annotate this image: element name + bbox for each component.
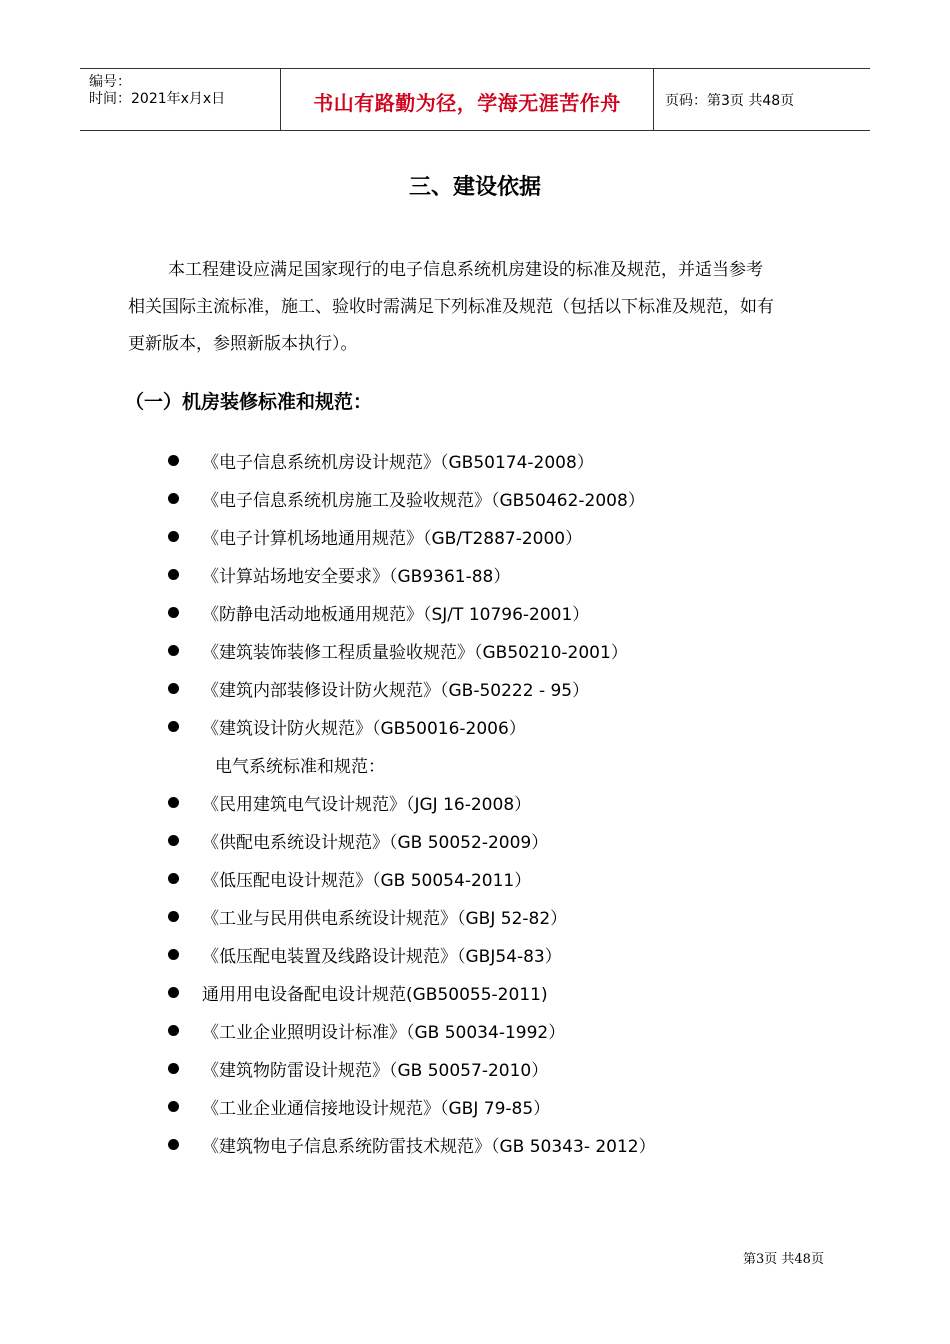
page-footer: 第3页 共48页 <box>743 1252 824 1267</box>
list-item <box>0 441 950 479</box>
header-page-info: 页码：第3页 共48页 <box>665 93 795 109</box>
list-item <box>0 1087 950 1125</box>
list-item-text: 《建筑物电子信息系统防雷技术规范》（GB 50343- 2012） <box>202 1137 656 1157</box>
intro-paragraph <box>128 252 840 363</box>
list-item-text: 《低压配电装置及线路设计规范》（GBJ54-83） <box>202 947 562 967</box>
list-item <box>0 973 950 1011</box>
list-item <box>0 859 950 897</box>
bullet-icon <box>168 645 179 656</box>
list-item-text: 《供配电系统设计规范》（GB 50052-2009） <box>202 833 549 853</box>
intro-line-3: 更新版本，参照新版本执行）。 <box>128 334 358 354</box>
bullet-icon <box>168 1063 179 1074</box>
list-item-text: 《建筑物防雷设计规范》（GB 50057-2010） <box>202 1061 549 1081</box>
list-item-text: 《工业企业照明设计标准》（GB 50034-1992） <box>202 1023 566 1043</box>
list-item <box>0 1049 950 1087</box>
list-item-text: 《建筑内部装修设计防火规范》（GB-50222 - 95） <box>202 681 590 701</box>
list-item-text: 《电子信息系统机房施工及验收规范》（GB50462-2008） <box>202 491 645 511</box>
list-item <box>0 479 950 517</box>
header-motto: 书山有路勤为径，学海无涯苦作舟 <box>313 91 621 115</box>
bullet-icon <box>168 1101 179 1112</box>
list-item-text: 《建筑设计防火规范》（GB50016-2006） <box>202 719 526 739</box>
bullet-icon <box>168 683 179 694</box>
bullet-icon <box>168 835 179 846</box>
list-item-text: 《工业与民用供电系统设计规范》（GBJ 52-82） <box>202 909 568 929</box>
bullet-icon <box>168 493 179 504</box>
section-heading: （一）机房装修标准和规范： <box>125 391 373 413</box>
header-left-cell <box>80 69 281 130</box>
list-item-text: 通用用电设备配电设计规范(GB50055-2011) <box>202 985 548 1005</box>
bullet-icon <box>168 721 179 732</box>
bullet-icon <box>168 911 179 922</box>
chapter-title: 三、建设依据 <box>408 175 541 200</box>
header-right-cell <box>654 69 870 130</box>
list-item-text: 《计算站场地安全要求》（GB9361-88） <box>202 567 511 587</box>
document-code-label: 编号： <box>89 74 131 90</box>
list-item-text: 《民用建筑电气设计规范》（JGJ 16-2008） <box>202 795 532 815</box>
document-time-label: 时间：2021年x月x日 <box>89 91 226 107</box>
list-item-text: 《防静电活动地板通用规范》（SJ/T 10796-2001） <box>202 605 590 625</box>
bullet-icon <box>168 873 179 884</box>
list-item <box>0 707 950 745</box>
bullet-icon <box>168 569 179 580</box>
subheading-text: 电气系统标准和规范： <box>215 757 385 777</box>
bullet-icon <box>168 531 179 542</box>
bullet-icon <box>168 1139 179 1150</box>
list-item <box>0 897 950 935</box>
bullet-icon <box>168 607 179 618</box>
header-middle-cell <box>281 69 654 130</box>
list-item <box>0 631 950 669</box>
list-subheading <box>0 745 950 783</box>
list-item <box>0 669 950 707</box>
list-item <box>0 821 950 859</box>
bullet-icon <box>168 797 179 808</box>
intro-line-2: 相关国际主流标准，施工、验收时需满足下列标准及规范（包括以下标准及规范，如有 <box>128 297 774 317</box>
bullet-icon <box>168 987 179 998</box>
bullet-icon <box>168 455 179 466</box>
list-item-text: 《工业企业通信接地设计规范》（GBJ 79-85） <box>202 1099 551 1119</box>
list-item <box>0 517 950 555</box>
page-header <box>80 68 870 131</box>
list-item-text: 《低压配电设计规范》（GB 50054-2011） <box>202 871 532 891</box>
list-item-text: 《电子计算机场地通用规范》（GB/T2887-2000） <box>202 529 583 549</box>
list-item <box>0 555 950 593</box>
list-item <box>0 1125 950 1163</box>
bullet-icon <box>168 949 179 960</box>
list-item <box>0 593 950 631</box>
list-item-text: 《电子信息系统机房设计规范》（GB50174-2008） <box>202 453 594 473</box>
list-item <box>0 783 950 821</box>
bullet-icon <box>168 1025 179 1036</box>
list-item <box>0 935 950 973</box>
intro-line-1: 本工程建设应满足国家现行的电子信息系统机房建设的标准及规范，并适当参考 <box>168 260 763 280</box>
list-item-text: 《建筑装饰装修工程质量验收规范》（GB50210-2001） <box>202 643 628 663</box>
list-item <box>0 1011 950 1049</box>
